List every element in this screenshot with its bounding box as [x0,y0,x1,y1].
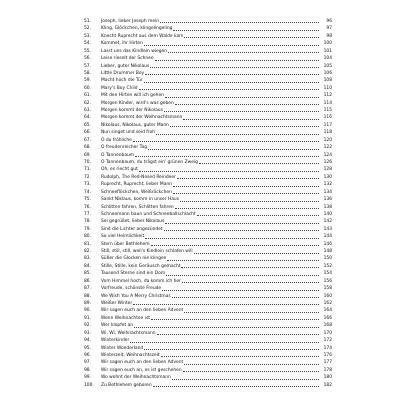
toc-entry [84,77,332,84]
toc-entry-number: 86. [84,278,91,284]
toc-entry-title: Vom Himmel hoch, da komm ich her [101,278,181,284]
toc-entry-title: Wir sagen euch an den lieben Advent [101,360,184,366]
dot-leader [148,148,319,150]
dot-leader [182,281,319,283]
toc-entry [84,166,332,173]
toc-entry-number: 70. [84,160,91,165]
dot-leader [151,244,320,246]
toc-entry-page: 154 [323,271,332,277]
dot-leader [197,214,319,216]
toc-entry-number: 100. [84,382,94,388]
toc-entry [84,367,332,374]
toc-entry [84,159,332,166]
toc-entry [84,85,332,92]
toc-entry-title: Joseph, lieber Joseph mein [101,18,160,24]
table-of-contents [84,18,332,389]
toc-entry [84,263,332,270]
dot-leader [172,378,319,380]
dot-leader [173,29,319,31]
dot-leader [181,266,319,268]
dot-leader [145,237,319,239]
dot-leader [133,140,319,142]
dot-leader [167,259,319,261]
dot-leader [175,103,319,105]
toc-entry-title: Lieber, guter Nikolaus [101,63,150,69]
toc-entry-page: 116 [323,115,332,121]
toc-entry [84,122,332,129]
toc-entry-number: 65. [84,122,91,128]
toc-entry-page: 158 [323,286,332,292]
toc-entry-number: 57. [84,63,91,69]
dot-leader [168,51,319,53]
dot-leader [156,133,319,135]
toc-entry-number: 77. [84,211,91,217]
toc-entry [84,211,332,218]
toc-entry-title: Leise rieselt der Schnee [101,56,154,62]
toc-entry-number: 69. [84,152,91,158]
toc-entry-title: Wenn Weihnachten ist [101,315,151,321]
toc-entry-number: 61. [84,93,91,99]
toc-entry [84,196,332,203]
toc-entry-number: 56. [84,56,91,62]
toc-entry [84,18,332,25]
toc-entry-number: 74. [84,189,91,195]
toc-entry-number: 83. [84,256,91,262]
toc-entry [84,256,332,263]
toc-entry-number: 82. [84,249,91,255]
dot-leader [139,88,319,90]
toc-entry [84,114,332,121]
toc-entry-number: 87. [84,286,91,292]
toc-entry-page: 168 [323,323,332,329]
toc-entry-page: 138 [323,204,332,210]
dot-leader [134,326,319,328]
toc-entry-title: Stille, Stille, kein Geräusch gemacht [101,263,181,269]
toc-entry-number: 51. [84,18,91,24]
toc-entry-title: Kling, Glöckchen, klingelingeling [101,26,173,32]
toc-entry-page: 122 [323,145,332,151]
toc-entry [84,189,332,196]
toc-entry-title: Ruprecht, Ruprecht, lieber Mann [101,182,172,188]
toc-entry-number: 78. [84,219,91,225]
toc-entry-number: 98. [84,367,91,373]
toc-entry-title: O Tannenbaum [101,152,135,158]
dot-leader [194,252,319,254]
toc-entry-number: 84. [84,263,91,269]
toc-entry-page: 126 [323,160,332,165]
toc-entry-title: Morgen kommt der Weihnachtsmann [101,115,183,121]
toc-entry-number: 73. [84,182,91,188]
toc-entry-number: 59. [84,78,91,84]
toc-entry-number: 52. [84,26,91,32]
toc-entry-page: 148 [323,249,332,255]
toc-entry [84,293,332,300]
toc-entry [84,300,332,307]
toc-entry-title: O Tannenbaum, du trägst ein' grünen Zweig [101,160,198,165]
toc-entry [84,241,332,248]
toc-entry-number: 95. [84,345,91,351]
dot-leader [161,355,319,357]
dot-leader [165,96,319,98]
toc-entry-number: 93. [84,330,91,336]
toc-entry-title: Mary's Boy Child [101,85,138,91]
dot-leader [183,118,319,120]
toc-entry-number: 54. [84,41,91,47]
toc-entry-title: Mit den Hirten will ich gehen [101,93,164,99]
toc-entry [84,55,332,62]
dot-leader [184,363,319,365]
toc-entry [84,174,332,181]
toc-entry-page: 177 [323,360,332,366]
toc-entry-number: 71. [84,167,91,173]
toc-entry-title: Wir sagen euch an, es ist geschehen [101,367,182,373]
toc-entry-number: 81. [84,241,91,247]
toc-entry-page: 162 [323,301,332,307]
toc-entry [84,248,332,255]
toc-entry-title: Sankt Niklaus, komm in unser Haus [101,197,179,203]
toc-entry-page: 160 [323,293,332,299]
toc-entry-page: 146 [323,241,332,247]
toc-entry-page: 172 [323,338,332,344]
toc-entry-page: 130 [323,174,332,180]
toc-entry-page: 166 [323,315,332,321]
toc-entry-page: 143 [323,226,332,232]
toc-entry-page: 98 [326,33,332,39]
toc-entry-page: 117 [323,122,332,128]
dot-leader [135,155,319,157]
toc-entry-number: 80. [84,234,91,240]
toc-entry-page: 150 [323,256,332,262]
toc-entry-title: Wer klopfet an [101,323,134,329]
toc-entry [84,374,332,381]
toc-entry [84,25,332,32]
toc-entry-title: Oh, es riecht gut [101,167,138,173]
toc-entry-page: 136 [323,197,332,203]
toc-entry-title: Still, still, still, weil's Kindlein schlafen will [101,249,193,255]
toc-entry-page: 114 [323,100,332,106]
toc-entry-title: Kommet, ihr Hirten [101,41,143,47]
toc-entry-page: 134 [323,189,332,195]
toc-entry-number: 55. [84,48,91,54]
dot-leader [144,44,319,46]
toc-entry-title: O freudenreicher Tag [101,145,148,151]
toc-entry-title: Little Drummer Boy [101,70,145,76]
toc-entry [84,137,332,144]
toc-entry-number: 88. [84,293,91,299]
dot-leader [144,81,319,83]
toc-entry [84,337,332,344]
toc-entry-page: 96 [326,18,332,24]
toc-entry-page: 115 [323,108,332,114]
toc-entry-title: Sei gegrüßet, lieber Nikolaus [101,219,165,225]
toc-entry-title: Winterzeit, Weihnachtszeit [101,352,160,358]
toc-entry-number: 79. [84,226,91,232]
dot-leader [155,59,319,61]
dot-leader [157,333,319,335]
toc-entry [84,352,332,359]
dot-leader [175,207,319,209]
toc-entry-page: 164 [323,308,332,314]
toc-entry-number: 63. [84,108,91,114]
toc-entry [84,330,332,337]
toc-entry-page: 178 [323,367,332,373]
toc-entry-page: 128 [323,167,332,173]
dot-leader [183,370,319,372]
toc-entry-page: 110 [323,85,332,91]
toc-entry-page: 152 [323,263,332,269]
toc-entry [84,48,332,55]
toc-entry-number: 89. [84,301,91,307]
toc-entry-page: 140 [323,211,332,217]
toc-entry-title: Knecht Ruprecht aus dem Walde kam [101,33,184,39]
toc-entry-page: 156 [323,278,332,284]
toc-entry [84,33,332,40]
toc-entry [84,204,332,211]
dot-leader [133,303,319,305]
toc-entry-page: 176 [323,352,332,358]
dot-leader [173,192,319,194]
toc-entry-page: 124 [323,152,332,158]
toc-entry-title: Vorfreude, schönste Freude [101,286,162,292]
toc-entry-title: Zu Bethlehem geboren [101,382,152,388]
toc-entry-title: Schlitten fahren, Schlitten fahren [101,204,174,210]
toc-entry-page: 104 [323,56,332,62]
toc-entry-title: Süßer die Glocken nie klingen [101,256,167,262]
toc-entry-title: Winter Wonderland [101,345,144,351]
toc-entry [84,100,332,107]
dot-leader [184,36,319,38]
toc-entry-number: 92. [84,323,91,329]
toc-entry [84,315,332,322]
toc-entry [84,322,332,329]
toc-entry-title: Weißer Winter [101,301,133,307]
dot-leader [144,348,319,350]
toc-entry-title: Wir sagen euch an den lieben Advent [101,308,184,314]
toc-entry-title: Morgen Kinder, wird's was geben [101,100,174,106]
toc-entry-title: Lasst uns das Kindlein wiegen [101,48,168,54]
toc-entry-page: 142 [323,219,332,225]
toc-entry-number: 67. [84,137,91,143]
toc-entry-title: Wo wohnt der Weihnachtsmann [101,375,171,381]
toc-entry-page: 112 [323,93,332,99]
toc-entry [84,40,332,47]
toc-entry [84,107,332,114]
toc-entry-number: 91. [84,315,91,321]
toc-entry [84,92,332,99]
toc-entry-number: 60. [84,85,91,91]
toc-entry [84,181,332,188]
toc-entry-page: 174 [323,345,332,351]
toc-entry-page: 108 [323,78,332,84]
dot-leader [165,222,319,224]
dot-leader [170,125,319,127]
toc-entry-title: Winterkinder [101,338,130,344]
toc-entry-page: 105 [323,63,332,69]
toc-entry-page: 97 [326,26,332,32]
toc-entry-title: Nun singet und seid froh [101,130,156,136]
dot-leader [153,385,319,387]
toc-entry-number: 85. [84,271,91,277]
toc-entry [84,382,332,389]
toc-entry-page: 170 [323,330,332,336]
dot-leader [172,296,319,298]
toc-entry [84,270,332,277]
dot-leader [160,21,319,23]
dot-leader [164,229,319,231]
toc-entry-page: 120 [323,137,332,143]
toc-entry [84,345,332,352]
toc-entry-page: 132 [323,182,332,188]
dot-leader [150,66,319,68]
toc-entry [84,129,332,136]
toc-entry-number: 94. [84,338,91,344]
toc-entry-title: Stern über Bethlehem [101,241,150,247]
toc-entry-title: O du fröhliche [101,137,132,143]
toc-entry-page: 180 [323,375,332,381]
dot-leader [184,311,319,313]
dot-leader [162,289,319,291]
toc-entry [84,359,332,366]
toc-entry-page: 118 [323,130,332,136]
toc-entry-number: 72. [84,174,91,180]
toc-entry-title: Tausend Sterne sind ein Dom [101,271,166,277]
dot-leader [130,341,319,343]
toc-entry [84,233,332,240]
dot-leader [151,318,319,320]
toc-entry-title: Sind die Lichter angezündet [101,226,163,232]
toc-entry [84,63,332,70]
dot-leader [180,200,319,202]
toc-entry-page: 182 [323,382,332,388]
toc-entry-number: 68. [84,145,91,151]
toc-entry-number: 97. [84,360,91,366]
toc-entry-title: Morgen kommt der Nikolaus [101,108,163,114]
toc-entry-title: Schneemann baun und Schneeballschlacht [101,211,196,217]
toc-entry-page: 144 [323,234,332,240]
toc-entry [84,278,332,285]
dot-leader [177,177,319,179]
dot-leader [199,162,319,164]
dot-leader [173,185,319,187]
toc-entry-number: 99. [84,375,91,381]
toc-entry [84,144,332,151]
dot-leader [145,73,319,75]
toc-entry-title: Wi, Wi, Weihnachtsmann [101,330,156,336]
toc-entry [84,226,332,233]
toc-entry-title: Macht hoch die Tür [101,78,143,84]
toc-entry-title: Schneeflöckchen, Weißröckchen [101,189,172,195]
toc-entry-number: 58. [84,70,91,76]
toc-entry-number: 90. [84,308,91,314]
toc-entry-number: 75. [84,197,91,203]
toc-entry-title: We Wish You A Merry Christmas [101,293,171,299]
toc-entry-number: 96. [84,352,91,358]
toc-entry-title: Rudolph, The Red-Nosed Reindeer [101,174,176,180]
toc-entry-number: 64. [84,115,91,121]
toc-entry-title: Nikolaus, Nikolaus, guter Mann [101,122,169,128]
toc-entry [84,307,332,314]
dot-leader [139,170,319,172]
toc-entry-page: 101 [323,48,332,54]
toc-entry-page: 100 [323,41,332,47]
toc-entry-number: 76. [84,204,91,210]
toc-entry-number: 53. [84,33,91,39]
toc-entry [84,152,332,159]
toc-entry-number: 66. [84,130,91,136]
toc-entry-page: 106 [323,70,332,76]
dot-leader [166,274,319,276]
toc-entry [84,218,332,225]
toc-entry-number: 62. [84,100,91,106]
dot-leader [164,110,319,112]
toc-entry [84,285,332,292]
toc-entry-title: So viel Heimlichkeit [101,234,145,240]
toc-entry [84,70,332,77]
